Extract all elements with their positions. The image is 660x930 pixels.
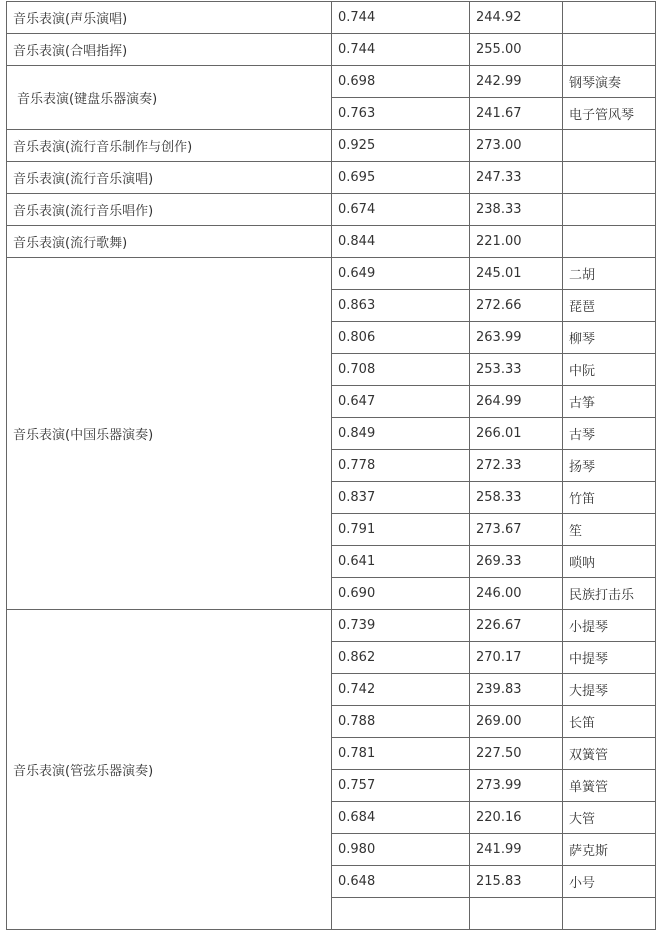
ratio-cell: 0.690 xyxy=(332,578,470,610)
major-cell: 音乐表演(声乐演唱) xyxy=(7,2,332,34)
table-row xyxy=(7,226,656,258)
admission-score-table-container xyxy=(6,1,656,930)
instrument-cell: 民族打击乐 xyxy=(563,578,656,610)
admission-score-table xyxy=(6,1,656,930)
table-row xyxy=(7,162,656,194)
score-cell: 263.99 xyxy=(470,322,563,354)
table-row xyxy=(7,130,656,162)
table-row xyxy=(7,66,656,98)
major-cell: 音乐表演(键盘乐器演奏) xyxy=(7,66,332,130)
score-cell: 220.16 xyxy=(470,802,563,834)
score-cell: 226.67 xyxy=(470,610,563,642)
instrument-cell: 大提琴 xyxy=(563,674,656,706)
instrument-cell xyxy=(563,2,656,34)
score-cell: 264.99 xyxy=(470,386,563,418)
ratio-cell: 0.757 xyxy=(332,770,470,802)
score-cell: 273.99 xyxy=(470,770,563,802)
ratio-cell: 0.742 xyxy=(332,674,470,706)
instrument-cell: 笙 xyxy=(563,514,656,546)
ratio-cell xyxy=(332,898,470,930)
instrument-cell: 扬琴 xyxy=(563,450,656,482)
ratio-cell: 0.781 xyxy=(332,738,470,770)
score-cell: 246.00 xyxy=(470,578,563,610)
ratio-cell: 0.863 xyxy=(332,290,470,322)
instrument-cell: 竹笛 xyxy=(563,482,656,514)
major-cell: 音乐表演(流行音乐演唱) xyxy=(7,162,332,194)
major-cell: 音乐表演(合唱指挥) xyxy=(7,34,332,66)
major-cell: 音乐表演(流行歌舞) xyxy=(7,226,332,258)
instrument-cell xyxy=(563,34,656,66)
score-cell xyxy=(470,898,563,930)
instrument-cell: 电子管风琴 xyxy=(563,98,656,130)
ratio-cell: 0.980 xyxy=(332,834,470,866)
instrument-cell: 单簧管 xyxy=(563,770,656,802)
ratio-cell: 0.674 xyxy=(332,194,470,226)
ratio-cell: 0.695 xyxy=(332,162,470,194)
score-cell: 269.00 xyxy=(470,706,563,738)
score-cell: 273.67 xyxy=(470,514,563,546)
instrument-cell: 小提琴 xyxy=(563,610,656,642)
ratio-cell: 0.837 xyxy=(332,482,470,514)
table-row xyxy=(7,258,656,290)
instrument-cell: 钢琴演奏 xyxy=(563,66,656,98)
instrument-cell: 双簧管 xyxy=(563,738,656,770)
instrument-cell: 中阮 xyxy=(563,354,656,386)
table-row xyxy=(7,2,656,34)
ratio-cell: 0.649 xyxy=(332,258,470,290)
ratio-cell: 0.862 xyxy=(332,642,470,674)
ratio-cell: 0.744 xyxy=(332,2,470,34)
instrument-cell: 琵琶 xyxy=(563,290,656,322)
ratio-cell: 0.849 xyxy=(332,418,470,450)
score-cell: 241.99 xyxy=(470,834,563,866)
instrument-cell: 唢呐 xyxy=(563,546,656,578)
score-cell: 269.33 xyxy=(470,546,563,578)
table-row xyxy=(7,34,656,66)
instrument-cell: 二胡 xyxy=(563,258,656,290)
score-cell: 270.17 xyxy=(470,642,563,674)
ratio-cell: 0.648 xyxy=(332,866,470,898)
ratio-cell: 0.698 xyxy=(332,66,470,98)
instrument-cell: 柳琴 xyxy=(563,322,656,354)
ratio-cell: 0.708 xyxy=(332,354,470,386)
score-cell: 242.99 xyxy=(470,66,563,98)
score-cell: 241.67 xyxy=(470,98,563,130)
ratio-cell: 0.788 xyxy=(332,706,470,738)
score-cell: 215.83 xyxy=(470,866,563,898)
instrument-cell: 大管 xyxy=(563,802,656,834)
major-cell: 音乐表演(流行音乐制作与创作) xyxy=(7,130,332,162)
score-cell: 255.00 xyxy=(470,34,563,66)
ratio-cell: 0.925 xyxy=(332,130,470,162)
major-cell: 音乐表演(管弦乐器演奏) xyxy=(7,610,332,930)
score-cell: 258.33 xyxy=(470,482,563,514)
score-cell: 221.00 xyxy=(470,226,563,258)
score-cell: 227.50 xyxy=(470,738,563,770)
score-cell: 266.01 xyxy=(470,418,563,450)
score-cell: 253.33 xyxy=(470,354,563,386)
score-cell: 239.83 xyxy=(470,674,563,706)
ratio-cell: 0.844 xyxy=(332,226,470,258)
ratio-cell: 0.778 xyxy=(332,450,470,482)
instrument-cell xyxy=(563,226,656,258)
instrument-cell: 萨克斯 xyxy=(563,834,656,866)
ratio-cell: 0.739 xyxy=(332,610,470,642)
ratio-cell: 0.647 xyxy=(332,386,470,418)
ratio-cell: 0.641 xyxy=(332,546,470,578)
score-cell: 245.01 xyxy=(470,258,563,290)
instrument-cell xyxy=(563,130,656,162)
instrument-cell: 中提琴 xyxy=(563,642,656,674)
major-cell: 音乐表演(中国乐器演奏) xyxy=(7,258,332,610)
table-row xyxy=(7,194,656,226)
instrument-cell: 长笛 xyxy=(563,706,656,738)
ratio-cell: 0.763 xyxy=(332,98,470,130)
table-row xyxy=(7,610,656,642)
instrument-cell: 古筝 xyxy=(563,386,656,418)
ratio-cell: 0.806 xyxy=(332,322,470,354)
score-cell: 273.00 xyxy=(470,130,563,162)
ratio-cell: 0.791 xyxy=(332,514,470,546)
instrument-cell xyxy=(563,898,656,930)
ratio-cell: 0.684 xyxy=(332,802,470,834)
score-cell: 272.33 xyxy=(470,450,563,482)
instrument-cell: 古琴 xyxy=(563,418,656,450)
table-body xyxy=(7,2,656,930)
score-cell: 238.33 xyxy=(470,194,563,226)
score-cell: 244.92 xyxy=(470,2,563,34)
score-cell: 272.66 xyxy=(470,290,563,322)
ratio-cell: 0.744 xyxy=(332,34,470,66)
instrument-cell: 小号 xyxy=(563,866,656,898)
score-cell: 247.33 xyxy=(470,162,563,194)
instrument-cell xyxy=(563,194,656,226)
major-cell: 音乐表演(流行音乐唱作) xyxy=(7,194,332,226)
instrument-cell xyxy=(563,162,656,194)
